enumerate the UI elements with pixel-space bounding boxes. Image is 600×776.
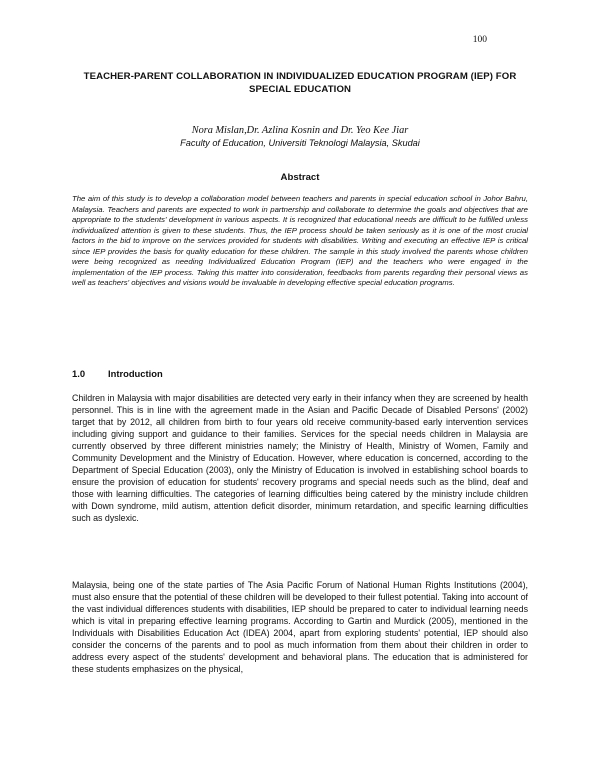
section-number: 1.0 — [72, 368, 86, 379]
page-number: 100 — [472, 35, 487, 45]
abstract-text: The aim of this study is to develop a collaboration model between teachers and parents in special education school in Johor Bahru, Malaysia. Teachers and parents are expected to work in partnership and collaborate to determine the goals and objectives that are appropriate to the students' development in various aspects. It is recognized that educational needs are difficult to be fulfilled unless individualized attention is given to these students. Thus, the IEP process should be taken seriously as it is one of the most crucial factors in the bid to improve on the services provided for students with disabilities. Writing and executing an effective IEP is critical since IEP provides the basis for quality education for these children. The sample in this study involved the parents whose children were being recognized as needing Individualized Education Program (IEP) and the teachers who were engaged in the implementation of the IEP process. Taking this matter into consideration, feedbacks from parents regarding their personal views as well as teachers' objectives and visions would be invaluable in developing effective special education programs. — [72, 194, 528, 287]
paper-title: TEACHER-PARENT COLLABORATION IN INDIVIDUALIZED EDUCATION PROGRAM (IEP) FOR SPECIAL EDUCATION — [83, 71, 517, 95]
abstract-heading: Abstract — [280, 172, 320, 183]
author-affiliation: Faculty of Education, Universiti Teknologi Malaysia, Skudai — [180, 138, 420, 148]
author-list: Nora Mislan,Dr. Azlina Kosnin and Dr. Yeo Kee Jiar — [191, 125, 409, 136]
introduction-paragraph-2: Malaysia, being one of the state parties of The Asia Pacific Forum of National Human Rights Institutions (2004), must also ensure that the potential of these children will be developed to their fullest potential. Taking into account of the vast individual differences students with disabilities, IEP should be prepared to cater to individual learning needs which is vital in preparing effective learning programs. According to Gartin and Murdick (2005), mentioned in the Individuals with Disabilities Education Act (IDEA) 2004, apart from exploring students' potential, IEP should also consider the concerns of the parents and to pool as much information from them about their children in order to address every aspect of the students' development and behavioral plans. The education that is administered for these students emphasizes on the physical, — [72, 580, 528, 675]
introduction-paragraph-1: Children in Malaysia with major disabilities are detected very early in their infancy when they are screened by health personnel. This is in line with the agreement made in the Asian and Pacific Decade of Disabled Persons' (2002) target that by 2012, all children from birth to four years old receive community-based early intervention services including giving support and guidance to their families. Services for the special needs children in Malaysia are currently observed by three different ministries namely; the Ministry of Health, Ministry of Women, Family and Community Development and the Ministry of Education. However, where education is concerned, according to the Department of Special Education (2003), only the Ministry of Education is involved in establishing school boards to ensure the provision of education for students' recovery programs and special needs such as the blind, deaf and those with learning difficulties. The categories of learning difficulties being catered by the ministry include children with Down syndrome, mild autism, attention deficit disorder, minimum retardation, and specific learning difficulties such as dyslexic. — [72, 393, 528, 524]
section-heading-introduction — [72, 367, 163, 380]
section-title: Introduction — [108, 368, 163, 379]
